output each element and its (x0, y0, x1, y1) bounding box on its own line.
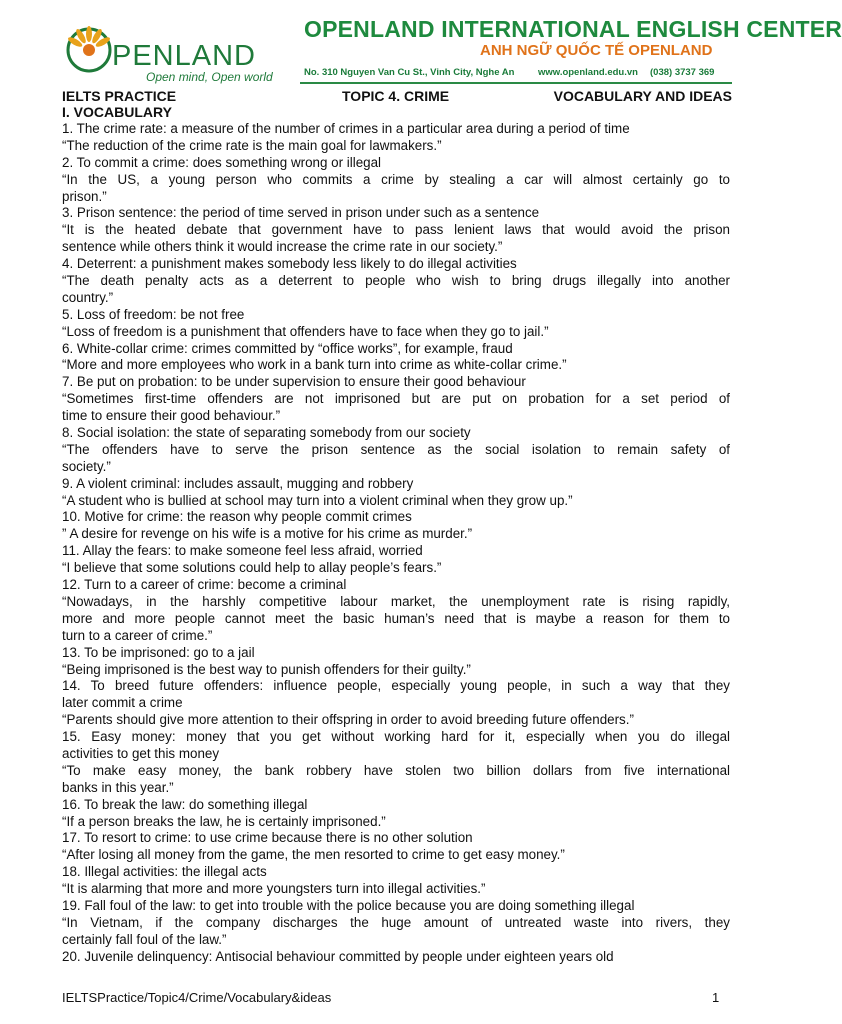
text-line: 4. Deterrent: a punishment makes somebody less likely to do illegal activities (62, 256, 517, 272)
text-line: 7. Be put on probation: to be under supervision to ensure their good behaviour (62, 374, 526, 390)
text-line: 20. Juvenile delinquency: Antisocial behaviour committed by people under eighteen years old (62, 948, 614, 964)
phone-number: (038) 3737 369 (650, 67, 715, 78)
text-line: 10. Motive for crime: the reason why people commit crimes (62, 509, 412, 525)
text-line: “Being imprisoned is the best way to punish offenders for their guilty.” (62, 661, 471, 677)
text-line: 1. The crime rate: a measure of the number of crimes in a particular area during a period of time (62, 121, 630, 136)
text-line: 16. To break the law: do something illegal (62, 796, 308, 812)
text-line: turn to a career of crime.” (62, 627, 213, 643)
text-line: 15. Easy money: money that you get without working hard for it, especially when you do illegal (62, 729, 730, 745)
center-subtitle: ANH NGỮ QUỐC TẾ OPENLAND (480, 42, 713, 59)
title-center: TOPIC 4. CRIME (342, 88, 450, 104)
text-line: 18. Illegal activities: the illegal acts (62, 864, 267, 880)
address: No. 310 Nguyen Van Cu St., Vinh City, Nghe An (304, 67, 515, 78)
text-line: more and more people cannot meet the basic human’s need that is maybe a reason for them to (62, 610, 730, 626)
text-line: sentence while others think it would increase the crime rate in our society.” (62, 239, 503, 255)
header-divider (300, 82, 732, 84)
text-line: 9. A violent criminal: includes assault, mugging and robbery (62, 475, 414, 491)
text-line: “After losing all money from the game, the men resorted to crime to get easy money.” (62, 847, 565, 863)
text-line: 5. Loss of freedom: be not free (62, 306, 245, 322)
text-line: “It is alarming that more and more youngsters turn into illegal activities.” (62, 881, 486, 897)
website-link[interactable]: www.openland.edu.vn (538, 67, 638, 78)
vocabulary-list (62, 121, 730, 966)
text-line: “A student who is bullied at school may turn into a violent criminal when they grow up.” (62, 492, 573, 508)
page-header (0, 0, 842, 88)
text-line: 2. To commit a crime: does something wrong or illegal (62, 154, 382, 170)
title-right: VOCABULARY AND IDEAS (553, 88, 732, 104)
text-line: “Nowadays, in the harshly competitive labour market, the unemployment rate is rising rapidly, (62, 593, 730, 609)
text-line: 12. Turn to a career of crime: become a criminal (62, 577, 347, 593)
text-line: banks in this year.” (62, 779, 174, 795)
text-line: “In Vietnam, if the company discharges the huge amount of untreated waste into rivers, they (62, 914, 730, 930)
title-left: IELTS PRACTICE (62, 88, 177, 104)
text-line: “I believe that some solutions could help to allay people’s fears.” (62, 560, 442, 576)
text-line: “In the US, a young person who commits a crime by stealing a car will almost certainly go to (62, 171, 730, 187)
text-line: 19. Fall foul of the law: to get into trouble with the police because you are doing something illegal (62, 897, 635, 913)
text-line: “It is the heated debate that government have to pass lenient laws that would avoid the prison (62, 222, 730, 238)
section-heading: I. VOCABULARY (62, 104, 172, 120)
text-line: country.” (62, 289, 114, 305)
text-line: 13. To be imprisoned: go to a jail (62, 644, 255, 660)
text-line: “The offenders have to serve the prison sentence as the social isolation to remain safety of (62, 441, 730, 457)
text-line: 8. Social isolation: the state of separating somebody from our society (62, 425, 471, 441)
page-number: 1 (712, 990, 720, 1005)
center-title: OPENLAND INTERNATIONAL ENGLISH CENTER (304, 16, 842, 42)
text-line: activities to get this money (62, 745, 220, 761)
text-line: “Loss of freedom is a punishment that offenders have to face when they go to jail.” (62, 323, 549, 339)
text-line: 11. Allay the fears: to make someone feel less afraid, worried (62, 543, 423, 559)
text-line: “Parents should give more attention to their offspring in order to avoid breeding future offenders.” (62, 712, 634, 728)
text-line: time to ensure their good behaviour.” (62, 408, 281, 424)
text-line: “If a person breaks the law, he is certainly imprisoned.” (62, 813, 386, 829)
openland-sun-icon (64, 24, 114, 74)
text-line: “To make easy money, the bank robbery have stolen two billion dollars from five international (62, 762, 730, 778)
text-line: later commit a crime (62, 695, 183, 711)
text-line: society.” (62, 458, 111, 474)
logo-tagline: Open mind, Open world (146, 70, 273, 84)
logo-word: PENLAND (112, 40, 256, 72)
text-line: “The reduction of the crime rate is the main goal for lawmakers.” (62, 137, 442, 153)
text-line: 3. Prison sentence: the period of time served in prison under such as a sentence (62, 205, 540, 221)
text-line: “Sometimes first-time offenders are not imprisoned but are put on probation for a set period of (62, 391, 730, 407)
text-line: “More and more employees who work in a bank turn into crime as white-collar crime.” (62, 357, 567, 373)
text-line: certainly fall foul of the law.” (62, 931, 227, 947)
footer-path: IELTSPractice/Topic4/Crime/Vocabulary&ideas (62, 990, 332, 1005)
text-line: 6. White-collar crime: crimes committed by “office works”, for example, fraud (62, 340, 513, 356)
text-line: ” A desire for revenge on his wife is a motive for his crime as murder.” (62, 526, 473, 542)
text-line: “The death penalty acts as a deterrent to people who wish to bring drugs illegally into another (62, 273, 730, 289)
text-line: 17. To resort to crime: to use crime because there is no other solution (62, 830, 473, 846)
text-line: prison.” (62, 188, 107, 204)
text-line: 14. To breed future offenders: influence people, especially young people, in such a way that they (62, 678, 730, 694)
